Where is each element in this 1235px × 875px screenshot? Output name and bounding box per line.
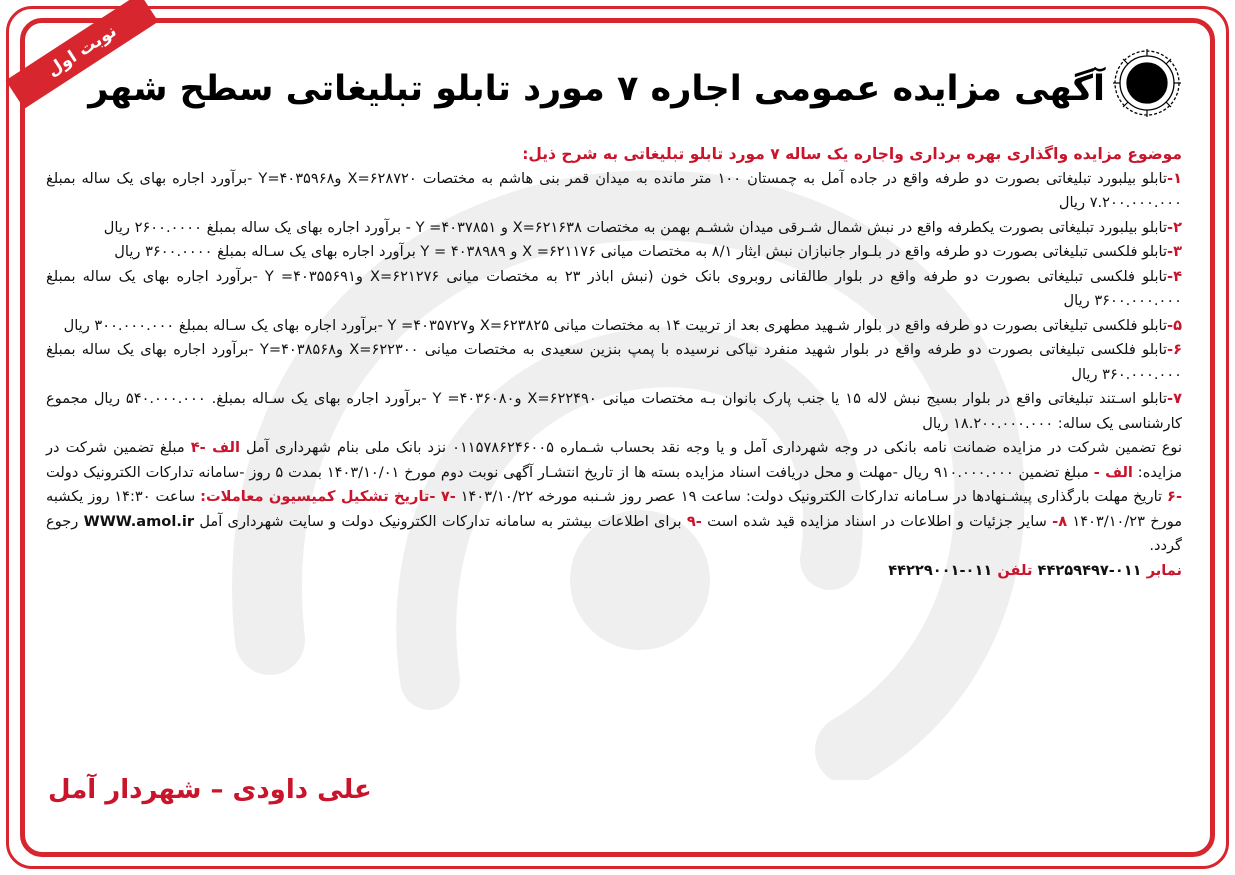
item-text: تابلو اسـتند تبلیغاتی واقع در بلوار بسیج نبش لاله ۱۵ یا جنب پارک بانوان بـه مختصات میانی ۶۲۲۴۹۰=X و۴۰۳۶۰۸۰= Y -برآورد اجاره بهای یک سـاله بمبلغ. ۵۴۰.۰۰۰.۰۰۰ ریال مجموع کارشناسی یک ساله: ۱۸.۲۰۰.۰۰۰.۰۰۰ ریال [46, 390, 1182, 432]
more-info-end: رجوع گردد. [46, 512, 1182, 554]
list-item [46, 216, 1182, 241]
condition-marker: ۸- [1052, 512, 1068, 530]
guarantee-amount-and-deadline: مبلغ تضمین ۹۱۰.۰۰۰.۰۰۰ ریال -مهلت و محل دریافت اسناد مزایده بسته ها از تاریخ انتشـار آگهی نوبت دوم مورخ ۱۴۰۳/۱۰/۰۱ بمدت ۵ روز -سامانه تدارکات الکترونیک دولت [46, 463, 1089, 481]
list-item [46, 338, 1182, 387]
item-number: ۷- [1167, 390, 1183, 407]
item-number: ۱- [1167, 169, 1182, 187]
first-publication-badge: نوبت اول [6, 0, 159, 109]
auction-conditions [46, 436, 1182, 559]
commission-date: ساعت ۱۴:۳۰ روز یکشبه مورخ ۱۴۰۳/۱۰/۲۳ [46, 488, 1183, 530]
fax-number: ۰۱۱-۴۴۲۵۹۴۹۷ [1037, 561, 1142, 579]
item-text: تابلو بیلبورد تبلیغاتی بصورت یکطرفه واقع در نبش شمال شـرقی میدان ششـم بهمن به مختصات ۶۲۱۶۳۸=X و ۴۰۳۷۸۵۱= Y - برآورد اجاره بهای یک ساله بمبلغ ۲۶۰۰.۰۰۰۰ ریال [103, 218, 1168, 236]
item-number: ۳- [1167, 243, 1182, 260]
contact-line [46, 559, 1182, 584]
list-item [46, 167, 1182, 216]
page-title: آگهی مزایده عمومی اجاره ۷ مورد تابلو تبلیغاتی سطح شهر [88, 69, 1105, 109]
item-number: ۴- [1167, 267, 1183, 285]
announcement-body [46, 142, 1182, 762]
more-info: برای اطلاعات بیشتر به سامانه تدارکات الکترونیک دولت و سایت شهرداری آمل [199, 512, 682, 530]
list-item [46, 387, 1182, 436]
item-number: ۲- [1167, 218, 1182, 236]
item-text: تابلو فلکسی تبلیغاتی بصورت دو طرفه واقع در بلـوار جانبازان نبش ایثار ۸/۱ به مختصات میانی ۶۲۱۱۷۶= X و ۴۰۳۸۹۸۹ = Y برآورد اجاره بهای یک سـاله بمبلغ ۳۶۰۰.۰۰۰۰ ریال [114, 243, 1168, 260]
website-link[interactable]: WWW.amol.ir [83, 512, 195, 530]
municipality-logo-icon [1112, 48, 1182, 118]
item-number: ۶- [1167, 341, 1182, 358]
phone-number: ۰۱۱-۴۴۲۲۹۰۰۱ [888, 561, 993, 579]
item-text: تابلو بیلبورد تبلیغاتی بصورت دو طرفه واقع در جاده آمل به چمستان ۱۰۰ متر مانده به میدان قمر بنی هاشم به مختصات ۶۲۸۷۲۰=X و۴۰۳۵۹۶۸=Y -برآورد اجاره بهای یک ساله بمبلغ ۷.۲۰۰.۰۰۰.۰۰۰ ریال [46, 169, 1182, 211]
condition-marker: -۷ -تاریخ تشکیل کمیسیون معاملات: [200, 488, 456, 505]
item-number: ۵- [1167, 316, 1182, 334]
upload-deadline: تاریخ مهلت بارگذاری پیشـنهادها در سـامانه تدارکات الکترونیک دولت: ساعت ۱۹ عصر روز شـنبه مورخه ۱۴۰۳/۱۰/۲۲ [460, 488, 1163, 505]
item-text: تابلو فلکسی تبلیغاتی بصورت دو طرفه واقع در بلوار شـهید مطهری بعد از تربیت ۱۴ به مختصات میانی ۶۲۳۸۲۵=X و۴۰۳۵۷۲۷= Y -برآورد اجاره بهای یک سـاله بمبلغ ۳۰۰.۰۰۰.۰۰۰ ریال [63, 316, 1168, 334]
condition-marker: الف -۴ [190, 439, 240, 456]
fax-label: نمابر [1146, 561, 1182, 579]
list-item [46, 314, 1182, 339]
auction-subject: موضوع مزایده واگذاری بهره برداری واجاره یک ساله ۷ مورد تابلو تبلیغاتی به شرح ذیل: [522, 145, 1182, 163]
guarantee-type: نوع تضمین شرکت در مزایده ضمانت نامه بانکی در وجه شهرداری آمل و یا وجه نقد بحساب شـماره ۰۱۱۵۷۸۶۲۴۶۰۰۵ نزد بانک ملی بنام شهرداری آمل [246, 439, 1183, 456]
condition-marker: الف - [1093, 463, 1133, 481]
item-text: تابلو فلکسی تبلیغاتی بصورت دو طرفه واقع در بلوار طالقانی روبروی بانک خون (نبش اباذر ۲۳ به مختصات میانی ۶۲۱۲۷۶=X و۴۰۳۵۵۶۹۱= Y -برآورد اجاره بهای یک ساله بمبلغ ۳۶۰۰.۰۰۰.۰۰۰ ریال [46, 267, 1182, 309]
phone-label: تلفن [997, 561, 1033, 579]
condition-marker: -۶ [1167, 488, 1183, 505]
list-item [46, 240, 1182, 265]
item-text: تابلو فلکسی تبلیغاتی بصورت دو طرفه واقع در بلوار شهید منفرد نیاکی نرسیده با پمپ بنزین سعیدی به مختصات میانی ۶۲۲۳۰۰=X و۴۰۳۸۵۶۸=Y -برآورد اجاره بهای یک ساله بمبلغ ۳۶۰.۰۰۰.۰۰۰ ریال [46, 341, 1182, 383]
guarantee-heading: مبلغ تضمین شرکت در مزایده: [46, 439, 1183, 481]
mayor-signature: علی داودی – شهردار آمل [48, 775, 372, 805]
condition-marker: -۹ [686, 512, 702, 530]
other-details: سایر جزئیات و اطلاعات در اسناد مزایده قید شده است [707, 512, 1047, 530]
list-item [46, 265, 1182, 314]
